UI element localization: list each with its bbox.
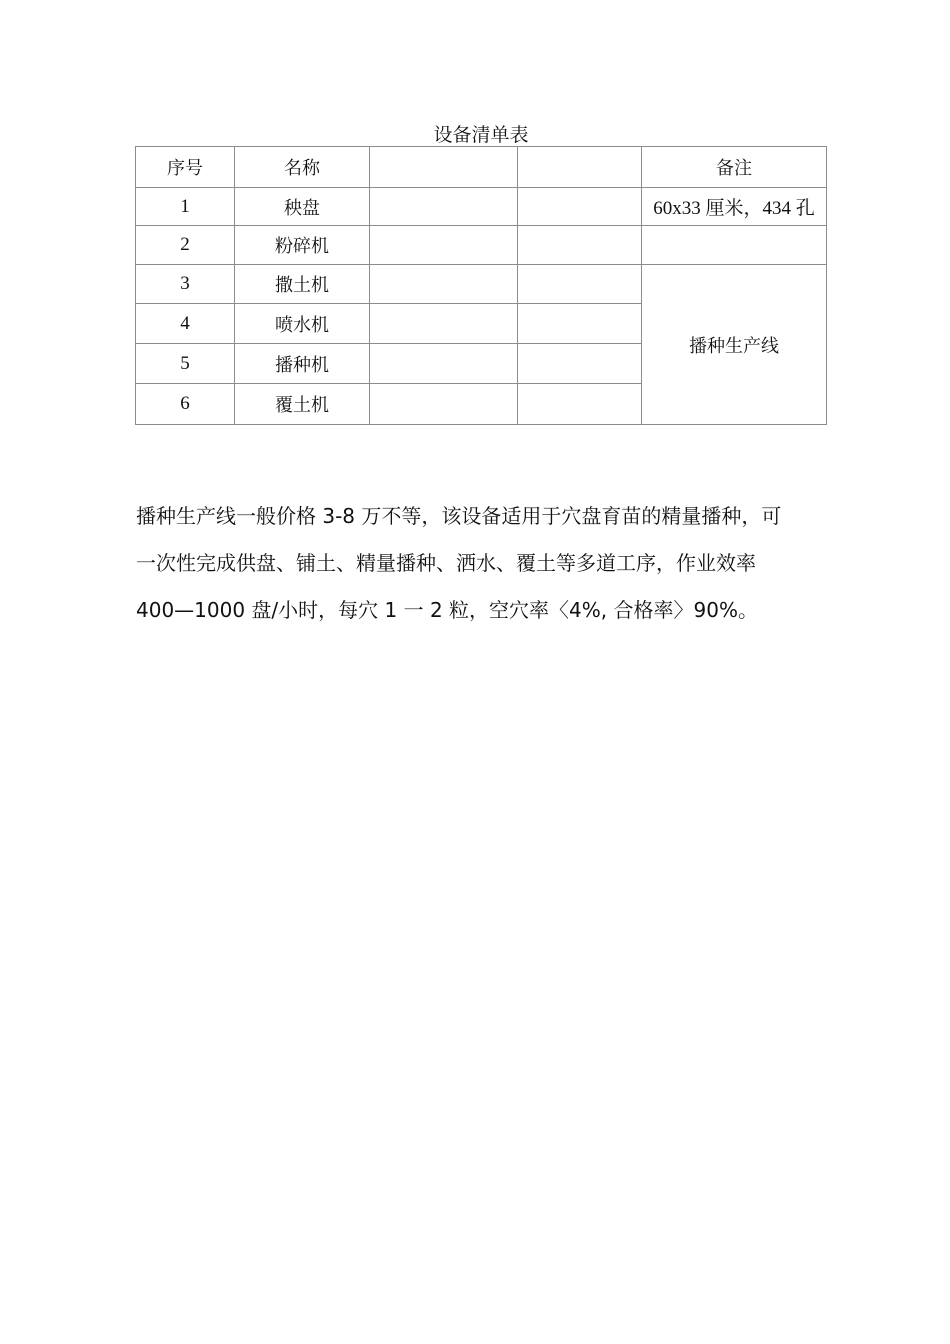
header-cell-empty-1 [370,147,518,188]
row-remark: 60x33 厘米，434 孔 [642,188,827,226]
row-empty-cell [518,265,642,304]
row-name: 覆土机 [235,384,370,425]
header-cell-remarks: 备注 [642,147,827,188]
merged-remark-cell: 播种生产线 [642,265,827,425]
row-empty-cell [370,265,518,304]
row-empty-cell [518,304,642,344]
table-title: 设备清单表 [433,124,529,146]
equipment-table [135,146,827,425]
table-row [136,226,827,265]
row-name: 秧盘 [235,188,370,226]
row-empty-cell [518,226,642,265]
row-empty-cell [370,344,518,384]
row-empty-cell [518,344,642,384]
row-number: 5 [136,344,235,384]
row-remark [642,226,827,265]
description-paragraph [136,493,826,634]
row-name: 撒土机 [235,265,370,304]
row-empty-cell [370,226,518,265]
row-number: 1 [136,188,235,226]
header-cell-name: 名称 [235,147,370,188]
row-number: 3 [136,265,235,304]
paragraph-line: 播种生产线一般价格 3-8 万不等，该设备适用于穴盘育苗的精量播种，可 [136,504,782,528]
row-empty-cell [370,304,518,344]
row-name: 粉碎机 [235,226,370,265]
table-header-row [136,147,827,188]
row-empty-cell [518,384,642,425]
row-empty-cell [370,384,518,425]
row-name: 播种机 [235,344,370,384]
header-cell-no: 序号 [136,147,235,188]
row-number: 4 [136,304,235,344]
table-row [136,265,827,304]
row-number: 6 [136,384,235,425]
paragraph-line: 一次性完成供盘、铺土、精量播种、洒水、覆土等多道工序，作业效率 [136,551,756,575]
row-empty-cell [370,188,518,226]
header-cell-empty-2 [518,147,642,188]
table-row [136,188,827,226]
row-number: 2 [136,226,235,265]
paragraph-line: 400—1000 盘/小时，每穴 1 一 2 粒，空穴率〈4%, 合格率〉90%。 [136,598,758,622]
row-empty-cell [518,188,642,226]
row-name: 喷水机 [235,304,370,344]
